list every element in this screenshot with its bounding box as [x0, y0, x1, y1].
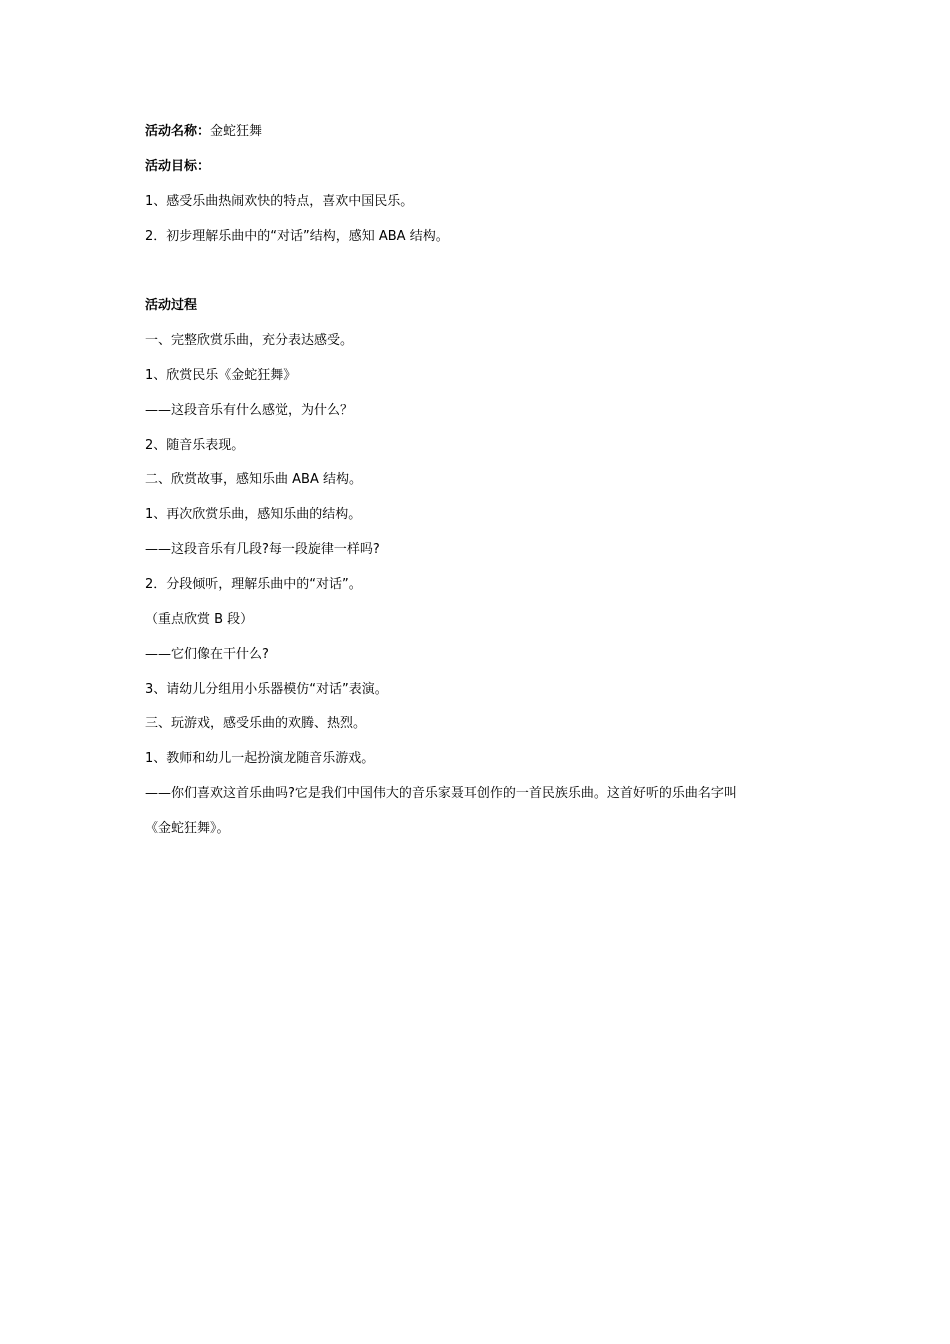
process-line: 3、请幼儿分组用小乐器模仿“对话”表演。	[145, 682, 388, 697]
process-line: ——这段音乐有几段?每一段旋律一样吗?	[145, 542, 380, 557]
goal-item: 2．初步理解乐曲中的“对话”结构，感知 ABA 结构。	[145, 229, 449, 244]
activity-name-value: 金蛇狂舞	[210, 124, 263, 139]
process-line: 《金蛇狂舞》。	[145, 821, 230, 836]
process-line: 2．分段倾听，理解乐曲中的“对话”。	[145, 577, 362, 592]
process-line: （重点欣赏 B 段）	[145, 612, 254, 627]
process-line: ——它们像在干什么?	[145, 647, 269, 662]
process-line: 1、再次欣赏乐曲，感知乐曲的结构。	[145, 507, 362, 522]
process-heading: 活动过程	[145, 298, 198, 313]
process-line: 1、教师和幼儿一起扮演龙随音乐游戏。	[145, 751, 375, 766]
goals-heading: 活动目标：	[145, 159, 211, 174]
process-line: 一、完整欣赏乐曲，充分表达感受。	[145, 333, 354, 348]
goal-item: 1、感受乐曲热闹欢快的特点，喜欢中国民乐。	[145, 194, 414, 209]
process-line: ——这段音乐有什么感觉，为什么？	[145, 403, 354, 418]
process-line: 1、欣赏民乐《金蛇狂舞》	[145, 368, 297, 383]
process-line: 二、欣赏故事，感知乐曲 ABA 结构。	[145, 472, 362, 487]
process-line: 三、玩游戏，感受乐曲的欢腾、热烈。	[145, 716, 367, 731]
activity-name-label: 活动名称：	[145, 124, 211, 139]
process-line: 2、随音乐表现。	[145, 438, 245, 453]
activity-name-line	[145, 123, 262, 141]
process-line: ——你们喜欢这首乐曲吗?它是我们中国伟大的音乐家聂耳创作的一首民族乐曲。这首好听的乐曲名字叫	[145, 786, 737, 801]
